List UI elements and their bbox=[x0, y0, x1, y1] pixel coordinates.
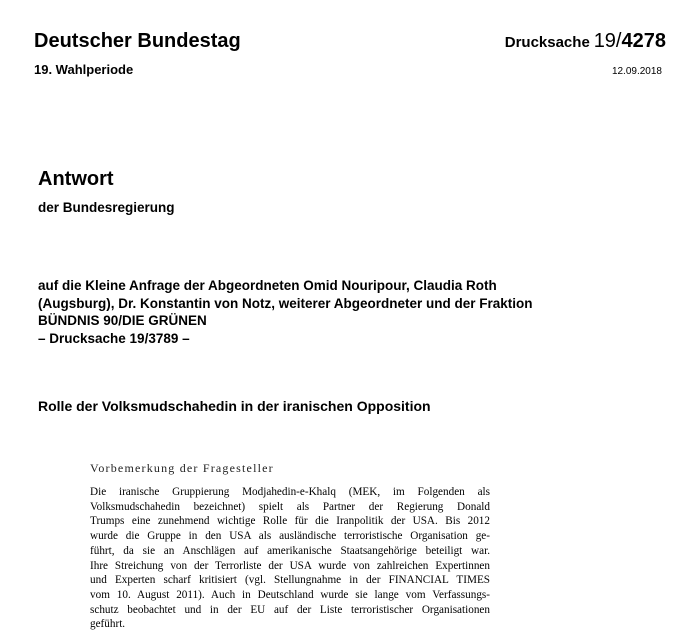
document-date: 12.09.2018 bbox=[611, 66, 662, 77]
preface-line: führt, da sie an Anschlägen auf amerikanische Staatsangehörige beteiligt war. bbox=[90, 544, 490, 557]
drucksache-prefix: 19/ bbox=[593, 30, 622, 52]
preface-line: wurde die Gruppe in den USA als ausländische terroristische Organisation ge- bbox=[90, 530, 490, 543]
preface-line: Ihre Streichung von der Terrorliste der USA wurde von zahlreichen Expertinnen bbox=[90, 559, 490, 572]
reference-line: – Drucksache 19/3789 – bbox=[38, 330, 190, 346]
reference-line: (Augsburg), Dr. Konstantin von Notz, weiterer Abgeordneter und der Fraktion bbox=[38, 295, 533, 311]
preface-line: und Experten scharf kritisiert (vgl. Stellungnahme in der FINANCIAL TIMES bbox=[90, 574, 490, 587]
preface-line: Die iranische Gruppierung Modjahedin-e-Khalq (MEK, im Folgenden als bbox=[90, 486, 490, 498]
inquiry-reference bbox=[38, 277, 533, 347]
preface-line: Volksmudschahedin bezeichnet) spielt als Partner der Regierung Donald bbox=[90, 500, 490, 513]
preface-line: geführt. bbox=[90, 618, 126, 631]
document-subtitle: der Bundesregierung bbox=[38, 200, 175, 215]
document-topic: Rolle der Volksmudschahedin in der iranischen Opposition bbox=[38, 398, 431, 414]
reference-line: auf die Kleine Anfrage der Abgeordneten Omid Nouripour, Claudia Roth bbox=[38, 278, 497, 293]
drucksache-number bbox=[505, 30, 666, 53]
preface-heading: Vorbemerkung der Fragesteller bbox=[90, 461, 274, 475]
preface-line: schutz beobachtet und in der EU auf der Liste terroristischer Organisationen bbox=[90, 603, 490, 616]
document-type: Antwort bbox=[38, 168, 114, 190]
preface-line: Trumps eine zunehmend wichtige Rolle für die Iranpolitik der USA. Bis 2012 bbox=[90, 515, 490, 528]
preface-line: vom 10. August 2011). Auch in Deutschland wurde sie lange vom Verfassungs- bbox=[90, 588, 490, 601]
reference-line: BÜNDNIS 90/DIE GRÜNEN bbox=[38, 313, 207, 328]
drucksache-main-number: 4278 bbox=[621, 30, 666, 52]
institution-title: Deutscher Bundestag bbox=[34, 30, 241, 52]
drucksache-label: Drucksache bbox=[504, 34, 590, 51]
legislative-period: 19. Wahlperiode bbox=[34, 62, 134, 77]
preface-body bbox=[90, 485, 490, 632]
